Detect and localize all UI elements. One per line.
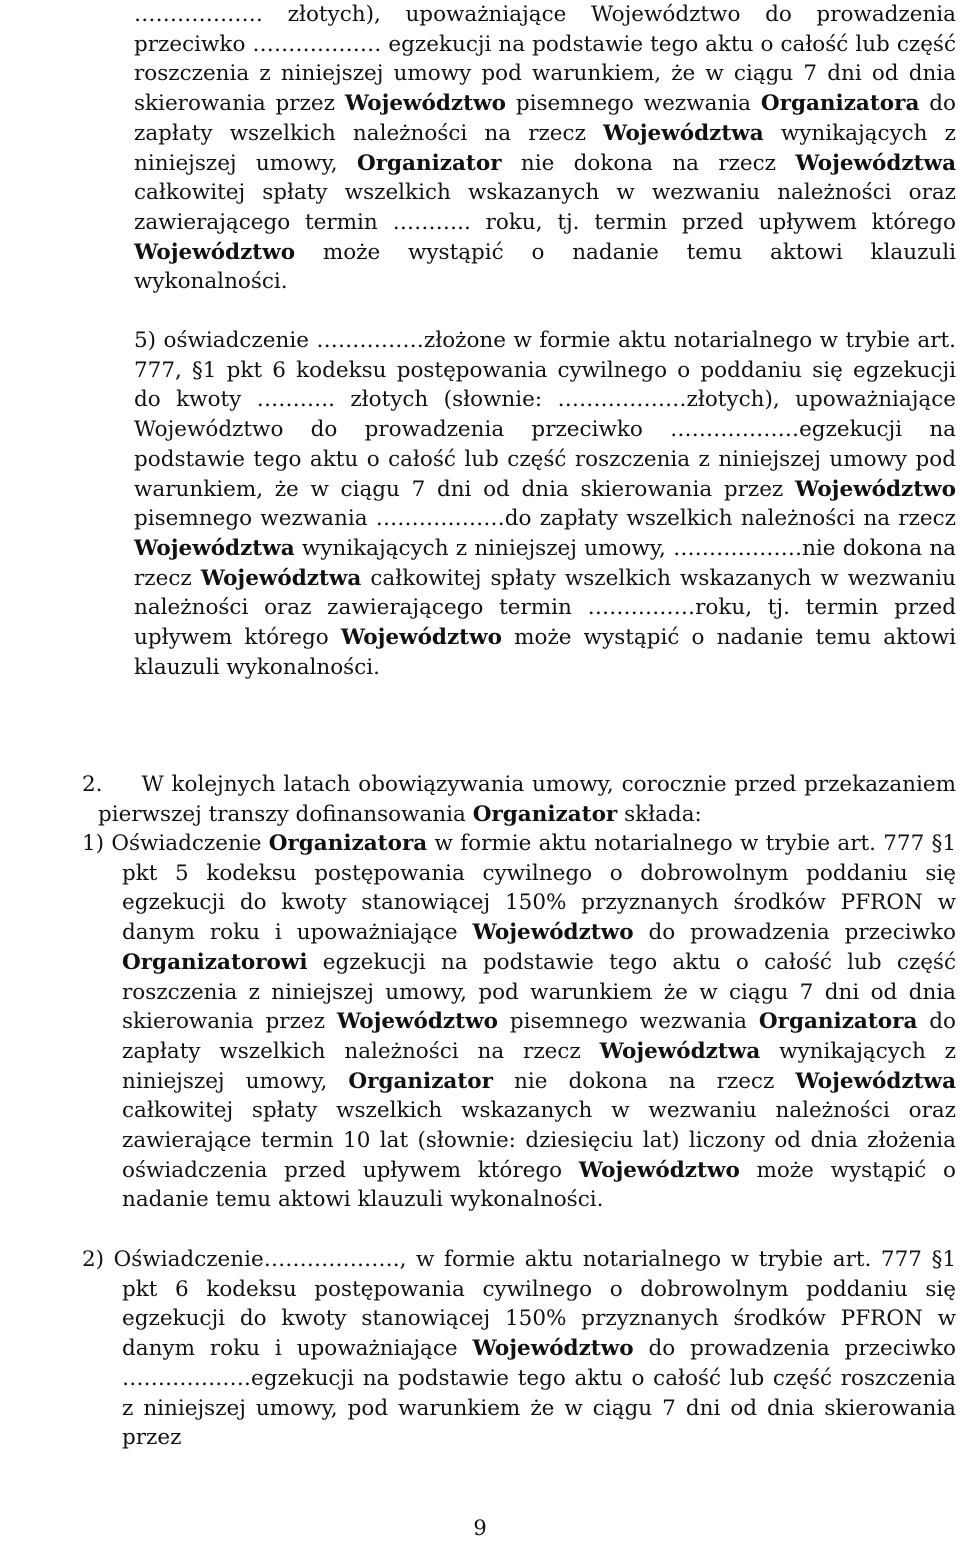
paragraph-text: 2. W kolejnych latach obowiązywania umowy, corocznie przed przekazaniem pierwszej transzy dofinansowania Organizator składa: [82,772,956,827]
paragraph-text: 1) Oświadczenie Organizatora w formie aktu notarialnego w trybie art. 777 §1 pkt 5 kodeksu postępowania cywilnego o dobrowolnym poddaniu się egzekucji do kwoty stanowiącej 150% przyznanych środków PFRON w danym roku i upoważniające Województwo do prowadzenia przeciwko Organizatorowi egzekucji na podstawie tego aktu o całość lub część roszczenia z niniejszej umowy, pod warunkiem że w ciągu 7 dni od dnia skierowania przez Województwo pisemnego wezwania Organizatora do zapłaty wszelkich należności na rzecz Województwa wynikających z niniejszej umowy, Organizator nie dokona na rzecz Województwa całkowitej spłaty wszelkich wskazanych w wezwaniu należności oraz zawierające termin 10 lat (słownie: dziesięciu lat) liczony od dnia złożenia oświadczenia przed upływem którego Województwo może wystąpić o nadanie temu aktowi klauzuli wykonalności. [82,831,956,1213]
paragraph-text: ……………… złotych), upoważniające Województwo do prowadzenia przeciwko ……………… egzekucji na podstawie tego aktu o całość lub część roszczenia z niniejszej umowy pod warunkiem, że w ciągu 7 dni od dnia skierowania przez Województwo pisemnego wezwania Organizatora do zapłaty wszelkich należności na rzecz Województwa wynikających z niniejszej umowy, Organizator nie dokona na rzecz Województwa całkowitej spłaty wszelkich wskazanych w wezwaniu należności oraz zawierającego termin ……….. roku, tj. termin przed upływem którego Województwo może wystąpić o nadanie temu aktowi klauzuli wykonalności. [134,2,957,295]
paragraph-item-4-continuation [134,0,956,297]
paragraph-item-5 [134,326,956,682]
section-2-item-2 [82,1245,956,1453]
section-2-intro [82,770,956,829]
paragraph-text: 5) oświadczenie ……………złożone w formie aktu notarialnego w trybie art. 777, §1 pkt 6 kodeksu postępowania cywilnego o poddaniu się egzekucji do kwoty ……….. złotych (słownie: ………………złotych), upoważniające Województwo do prowadzenia przeciwko ………………egzekucji na podstawie tego aktu o całość lub część roszczenia z niniejszej umowy pod warunkiem, że w ciągu 7 dni od dnia skierowania przez Województwo pisemnego wezwania ………………do zapłaty wszelkich należności na rzecz Województwa wynikających z niniejszej umowy, ………………nie dokona na rzecz Województwa całkowitej spłaty wszelkich wskazanych w wezwaniu należności oraz zawierającego termin ……………roku, tj. termin przed upływem którego Województwo może wystąpić o nadanie temu aktowi klauzuli wykonalności. [134,328,956,680]
section-2-item-1 [82,829,956,1215]
paragraph-text: 2) Oświadczenie………………., w formie aktu notarialnego w trybie art. 777 §1 pkt 6 kodeksu postępowania cywilnego o dobrowolnym poddaniu się egzekucji do kwoty stanowiącej 150% przyznanych środków PFRON w danym roku i upoważniające Województwo do prowadzenia przeciwko ………………egzekucji na podstawie tego aktu o całość lub część roszczenia z niniejszej umowy, pod warunkiem że w ciągu 7 dni od dnia skierowania przez [82,1247,956,1451]
page-number: 9 [473,1516,487,1540]
